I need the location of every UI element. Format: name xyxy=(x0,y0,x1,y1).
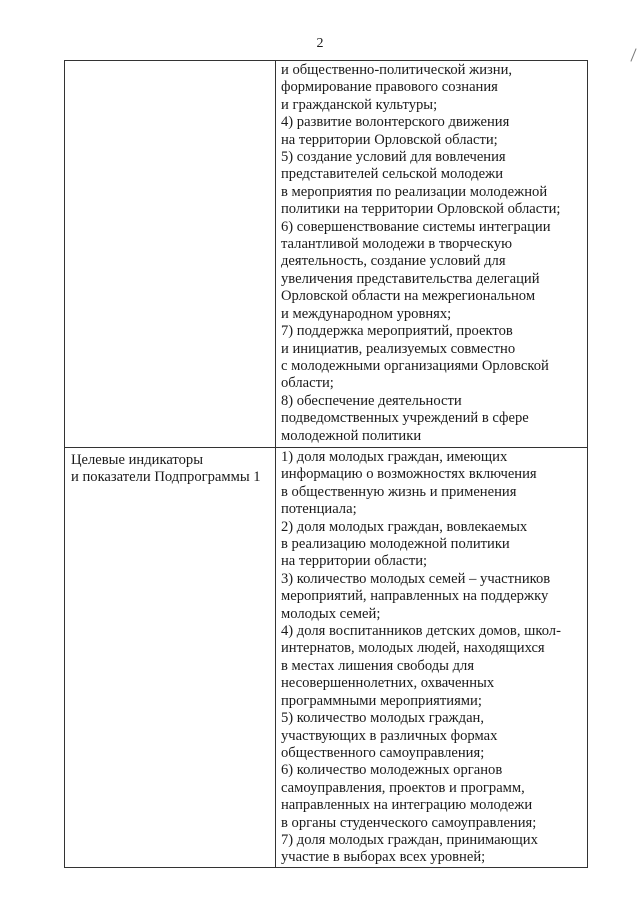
text-line: 4) развитие волонтерского движения xyxy=(281,114,510,131)
text-line: 5) количество молодых граждан, xyxy=(281,710,485,727)
text-line: несовершеннолетних, охваченных xyxy=(281,675,495,692)
text-line: в мероприятия по реализации молодежной xyxy=(281,183,548,200)
program-passport-table xyxy=(64,60,588,868)
text-line: 1) доля молодых граждан, имеющих xyxy=(281,449,508,465)
text-line: деятельность, создание условий для xyxy=(281,253,506,270)
table-row-target-indicators xyxy=(65,448,588,868)
text-line: 3) количество молодых семей – участников xyxy=(281,570,551,587)
text-line: с молодежными организациями Орловской xyxy=(281,357,549,374)
text-line: в местах лишения свободы для xyxy=(281,657,475,674)
row-content-text xyxy=(276,61,587,445)
text-line: на территории Орловской области; xyxy=(281,131,498,148)
text-line: талантливой молодежи в творческую xyxy=(281,236,513,253)
text-line: направленных на интеграцию молодежи xyxy=(281,797,533,814)
text-line: и инициатив, реализуемых совместно xyxy=(281,340,516,357)
row-label-cell xyxy=(65,448,276,868)
text-line: 5) создание условий для вовлечения xyxy=(281,149,506,166)
page-number: 2 xyxy=(316,36,324,51)
text-line: увеличения представительства делегаций xyxy=(281,270,540,287)
text-line: 6) совершенствование системы интеграции xyxy=(281,218,551,235)
text-line: Орловской области на межрегиональном xyxy=(281,288,536,305)
row-content-cell xyxy=(276,61,588,448)
text-line: и общественно-политической жизни, xyxy=(281,62,513,78)
row-label-text xyxy=(65,61,275,65)
text-line: в общественную жизнь и применения xyxy=(281,483,517,500)
text-line: общественного самоуправления; xyxy=(281,744,485,761)
row-content-cell xyxy=(276,448,588,868)
text-line: 7) доля молодых граждан, принимающих xyxy=(281,831,538,848)
text-line: на территории области; xyxy=(281,553,428,570)
text-line: потенциала; xyxy=(281,501,357,518)
text-line: молодежной политики xyxy=(281,427,422,444)
text-line: молодых семей; xyxy=(281,605,381,622)
text-line: в органы студенческого самоуправления; xyxy=(281,814,537,831)
text-line: Целевые индикаторы xyxy=(71,452,204,468)
text-line: программными мероприятиями; xyxy=(281,692,482,709)
text-line: 4) доля воспитанников детских домов, школ- xyxy=(281,623,561,640)
table-row-objectives-continued xyxy=(65,61,588,448)
text-line: формирование правового сознания xyxy=(281,79,498,96)
text-line: участие в выборах всех уровней; xyxy=(281,849,486,866)
text-line: политики на территории Орловской области; xyxy=(281,201,561,218)
text-line: 7) поддержка мероприятий, проектов xyxy=(281,323,513,340)
text-line: участвующих в различных формах xyxy=(281,727,498,744)
text-line: и международном уровнях; xyxy=(281,305,452,322)
text-line: представителей сельской молодежи xyxy=(281,166,504,183)
text-line: подведомственных учреждений в сфере xyxy=(281,410,529,427)
text-line: информацию о возможностях включения xyxy=(281,466,537,483)
text-line: области; xyxy=(281,375,334,392)
text-line: 2) доля молодых граждан, вовлекаемых xyxy=(281,518,528,535)
text-line: самоуправления, проектов и программ, xyxy=(281,779,525,796)
text-line: 6) количество молодежных органов xyxy=(281,762,503,779)
text-line: 8) обеспечение деятельности xyxy=(281,392,462,409)
text-line: в реализацию молодежной политики xyxy=(281,536,510,553)
row-label-cell xyxy=(65,61,276,448)
text-line: интернатов, молодых людей, находящихся xyxy=(281,640,545,657)
row-label-text xyxy=(65,448,275,487)
row-content-text xyxy=(276,448,587,867)
text-line: и гражданской культуры; xyxy=(281,96,438,113)
text-line: и показатели Подпрограммы 1 xyxy=(71,469,261,486)
text-line: мероприятий, направленных на поддержку xyxy=(281,588,549,605)
